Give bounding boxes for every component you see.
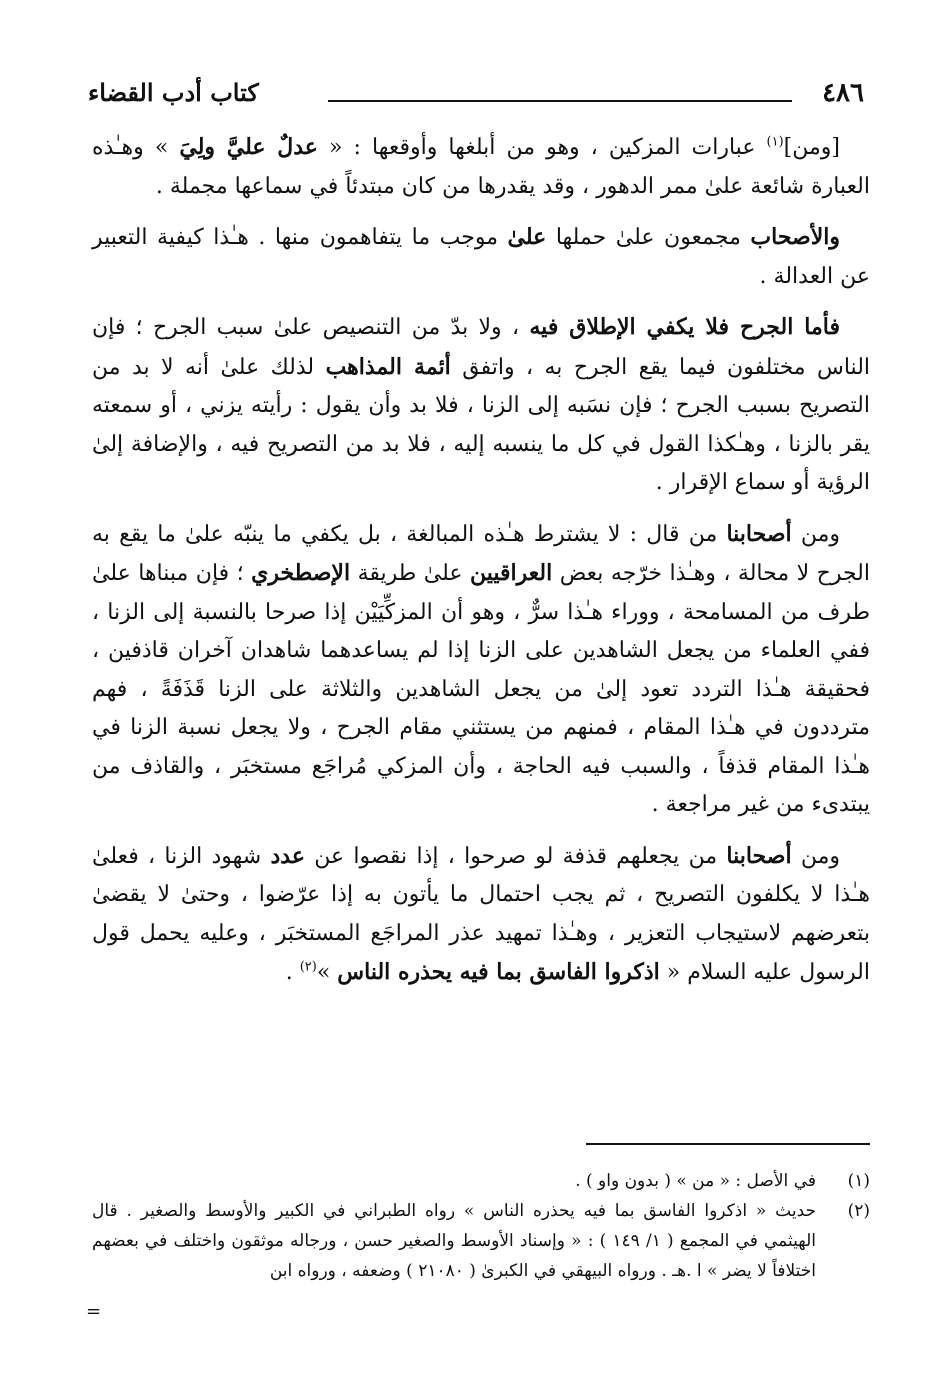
text-run: علىٰ طريقة xyxy=(350,561,470,586)
text-run: ومن xyxy=(791,843,840,869)
footnote-ref-2: (٢) xyxy=(299,959,317,975)
footnote-number: (١) xyxy=(847,1171,870,1191)
text-run: لذلك علىٰ أنه لا بد من التصريح بسبب الجرح ؛ فإن نسَبه إلى الزنا ، فلا بد وأن يقول : رأيته يزني ، أو سمعته يقر بالزنا ، وهـٰكذا القول في كل ما ينسبه إليه ، فلا بد من التصريح فيه ، والإضافة إلىٰ الرؤية أو سماع الإقرار . xyxy=(92,354,870,495)
text-run: من يجعلهم قذفة لو صرحوا ، إذا نقصوا عن xyxy=(304,843,727,869)
footnote-2 xyxy=(92,1196,870,1286)
text-run: ومن xyxy=(791,521,841,547)
book-title: كتاب أدب القضاء xyxy=(88,78,259,107)
paragraph-2 xyxy=(92,218,870,296)
text-run: ؛ فإن مبناها علىٰ طرف من المسامحة ، ووراء هـٰذا سرٌّ ، وهو أن المزكِّيَيْن إذا صرحا بالنسبة إلى الزنا ، ففي العلماء من يجعل الشاهدين على الزنا إذا لم يساعدهما شاهدان آخران قاذفين ، فحقيقة هـٰذا التردد تعود إلىٰ من يجعل الشاهدين والثلاثة على الزنا قَذَفَةً ، فهم مترددون في هـٰذا المقام ، فمنهم من يستثني مقام الجرح ، ولا يجعل نسبة الزنا في هـٰذا المقام قذفاً ، والسبب فيه الحاجة ، وأن المزكي مُراجَع مستخبَر ، والقاذف من يبتدىء من غير مراجعة . xyxy=(92,561,870,817)
paragraph-5 xyxy=(92,837,870,993)
text-run: » وهـٰذه العبارة شائعة علىٰ ممر الدهور ، وقد يقدرها من كان مبتدئاً في سماعها مجملة . xyxy=(92,135,870,199)
bold-phrase: علىٰ xyxy=(507,224,547,250)
footnote-ref-1: (١) xyxy=(766,134,784,150)
footnote-separator xyxy=(586,1143,870,1145)
header-rule xyxy=(328,100,792,102)
bold-phrase: العراقيين xyxy=(470,560,553,586)
bold-phrase: والأصحاب xyxy=(750,224,840,250)
footnote-text: حديث « اذكروا الفاسق بما فيه يحذره الناس » رواه الطبراني في الكبير والأوسط والصغير . قال الهيثمي في المجمع ( ١/ ١٤٩ ) : « وإسناد الأوسط والصغير حسن ، ورجاله موثقون واختلف في بعضهم اختلافاً لا يضر » ا .هـ . ورواه البيهقي في الكبرىٰ ( ٢١٠٨٠ ) وضعفه ، ورواه ابن xyxy=(92,1201,816,1281)
text-run: ، ولا بدّ من التنصيص علىٰ سبب الجرح ؛ فإن الناس مختلفون فيما يقع الجرح به ، واتفق xyxy=(92,315,871,380)
continuation-mark: = xyxy=(86,1301,102,1322)
paragraph-1 xyxy=(92,128,870,206)
bold-phrase: فأما الجرح فلا يكفي الإطلاق فيه xyxy=(529,314,840,340)
bold-phrase: أصحابنا xyxy=(726,520,792,547)
page-number: ٤٨٦ xyxy=(822,78,864,108)
text-run: . xyxy=(285,960,300,985)
text-run: عبارات المزكين ، وهو من أبلغها وأوقعها : « xyxy=(317,135,767,160)
bold-phrase: الإصطخري xyxy=(251,560,351,586)
footnote-number: (٢) xyxy=(847,1201,870,1221)
text-run: » xyxy=(316,960,338,985)
page-header xyxy=(88,78,864,112)
bold-phrase: اذكروا الفاسق بما فيه يحذره الناس xyxy=(337,959,660,985)
text-run: مجمعون علىٰ حملها xyxy=(546,225,751,250)
paragraph-3 xyxy=(92,308,870,503)
bold-phrase: عدد xyxy=(270,842,305,869)
footnote-text: في الأصل : « من » ( بدون واو ) . xyxy=(575,1171,816,1191)
main-text xyxy=(92,128,870,1005)
bold-phrase: أئمة المذاهب xyxy=(325,353,451,380)
text-run: [ومن] xyxy=(783,135,840,160)
text-run: من قال : لا يشترط هـٰذه المبالغة ، بل يكفي ما ينبّه علىٰ ما يقع به الجرح لا محالة ، وهـٰذا خرّجه بعض xyxy=(92,521,870,586)
footnotes xyxy=(92,1166,870,1286)
paragraph-4 xyxy=(92,515,870,825)
footnote-1 xyxy=(92,1166,870,1196)
bold-phrase: أصحابنا xyxy=(726,842,792,869)
bold-phrase: عدلٌ عليَّ ولِيَ xyxy=(179,134,318,160)
text-run: موجب ما يتفاهمون منها . هـٰذا كيفية التعبير عن العدالة . xyxy=(92,225,870,289)
text-run: شهود الزنا ، فعلىٰ هـٰذا لا يكلفون التصريح ، ثم يجب احتمال ما يأتون به إذا عرّضوا ، وحتىٰ لا يقضىٰ بتعرضهم لاستيجاب التعزير ، وهـٰذا تمهيد عذر المراجَع المستخبَر ، وعليه يحمل قول الرسول عليه السلام « xyxy=(92,843,870,985)
